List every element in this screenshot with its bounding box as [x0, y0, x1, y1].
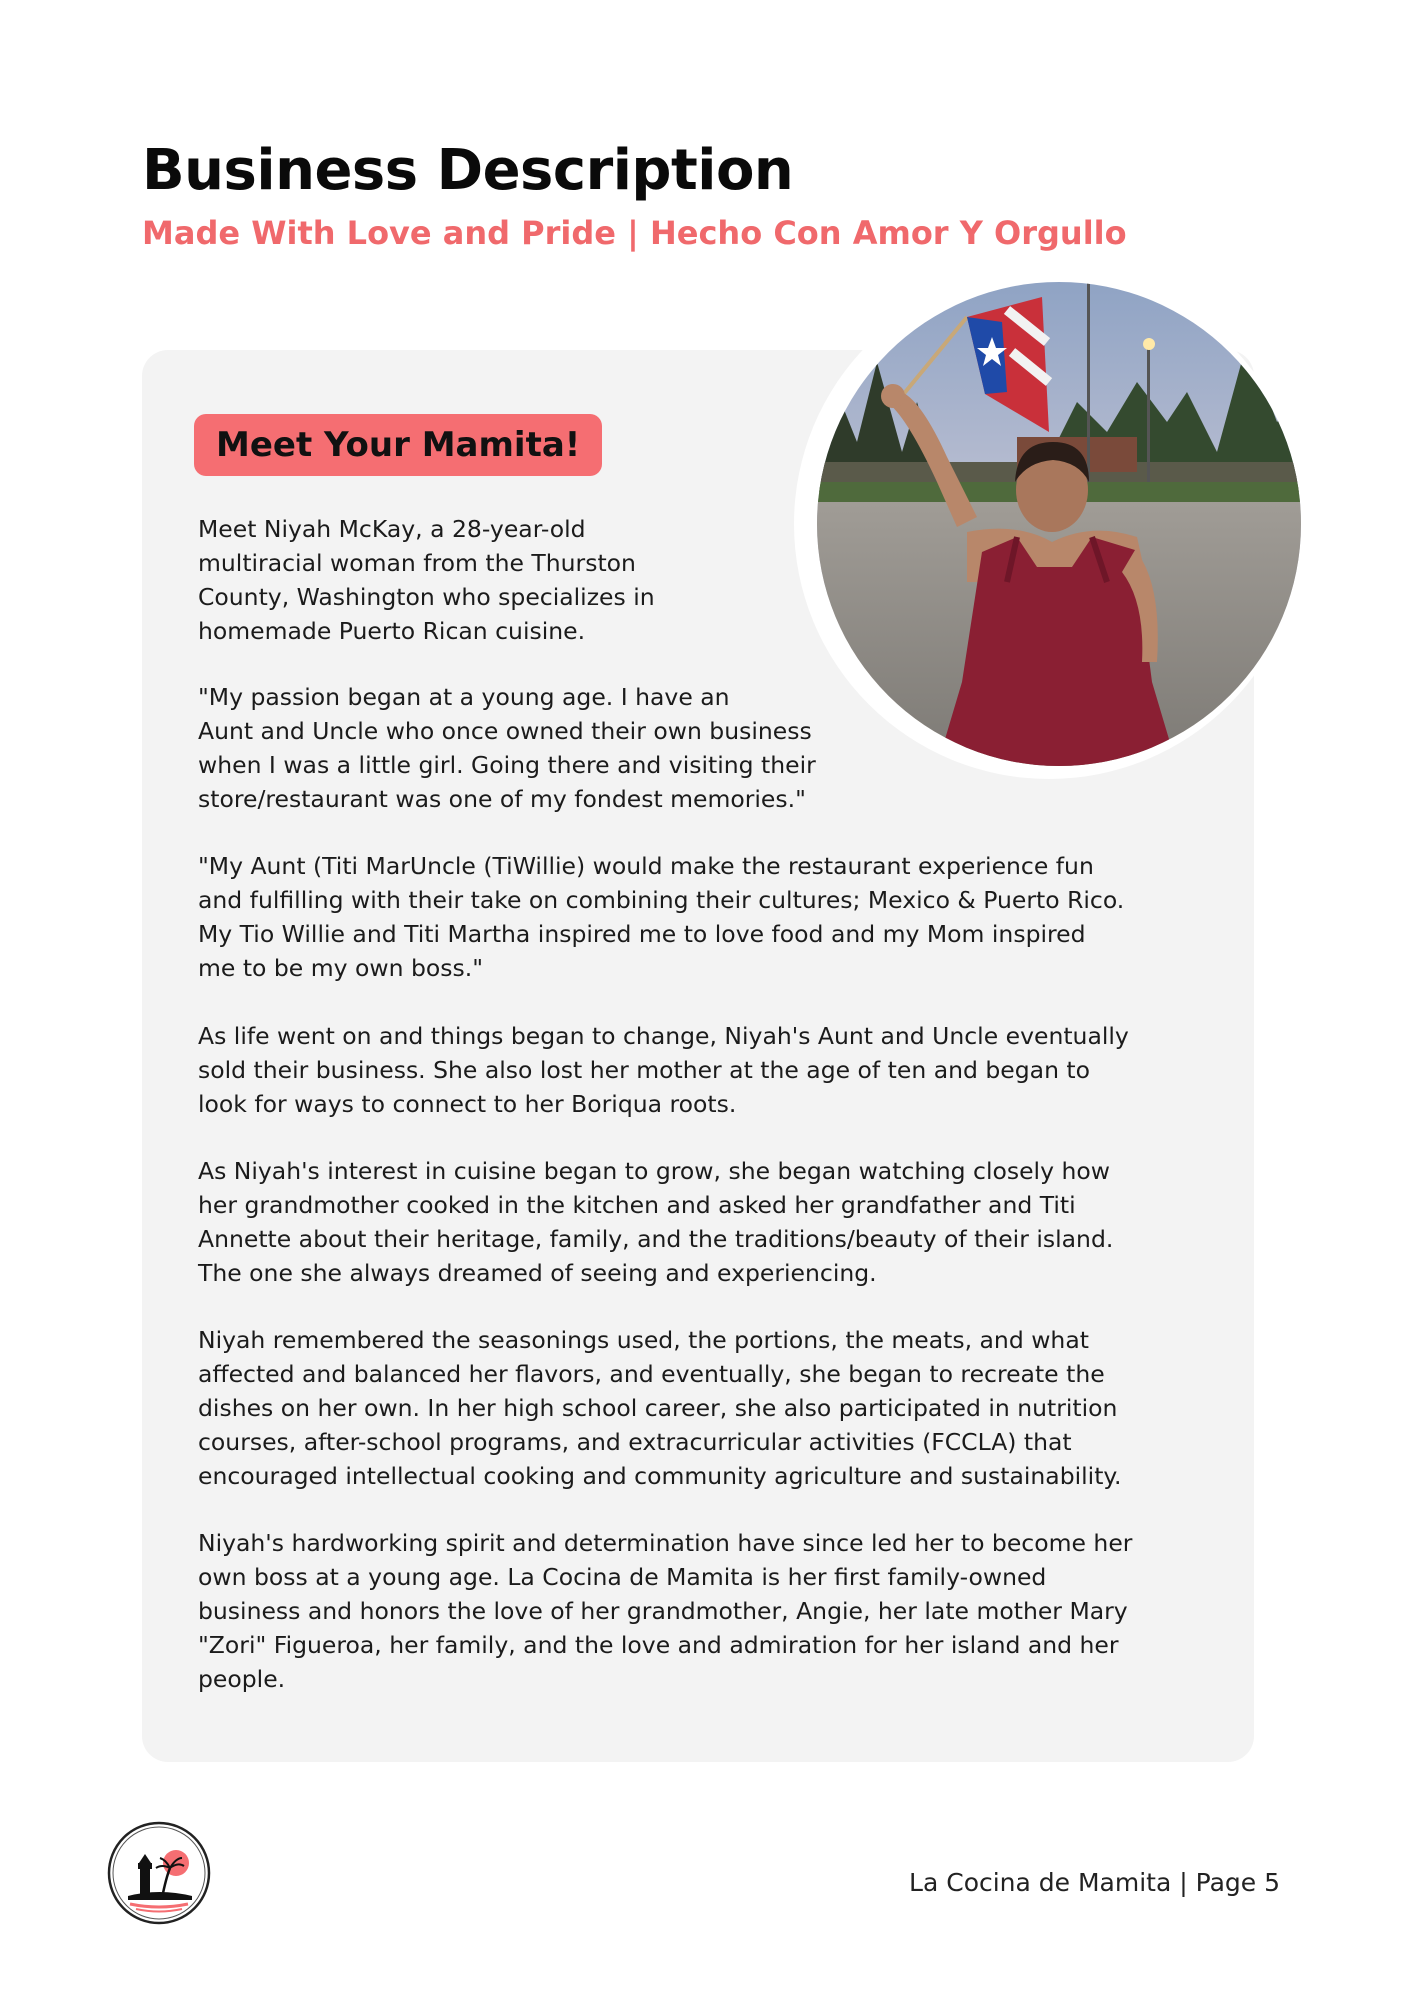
portrait-image [817, 282, 1301, 766]
page-footer: La Cocina de Mamita | Page 5 [909, 1868, 1280, 1897]
paragraph-interest: As Niyah's interest in cuisine began to grow, she began watching closely how her grandmother cooked in the kitchen and asked her grandfather and Titi Annette about their heritage, family, and the traditions/beauty of their island. The one she always dreamed of seeing and experiencing. [198, 1157, 1114, 1287]
paragraph-intro: Meet Niyah McKay, a 28-year-old multiracial woman from the Thurston County, Washington who specializes in homemade Puerto Rican cuisine. [198, 515, 655, 645]
paragraph-passion: "My passion began at a young age. I have an Aunt and Uncle who once owned their own business when I was a little girl. Going there and visiting their store/restaurant was one of my fondest memories." [198, 683, 816, 813]
page-subtitle: Made With Love and Pride | Hecho Con Amor Y Orgullo [142, 214, 1127, 252]
section-badge: Meet Your Mamita! [194, 414, 602, 476]
paragraph-aunt-uncle: "My Aunt (Titi MarUncle (TiWillie) would make the restaurant experience fun and fulfilling with their take on combining their cultures; Mexico & Puerto Rico. My Tio Willie and Titi Martha inspired me to love food and my Mom inspired me to be my own boss." [198, 852, 1125, 982]
brand-logo [104, 1818, 214, 1928]
page-title: Business Description [142, 138, 794, 203]
lighthouse-logo-icon [104, 1818, 214, 1928]
paragraph-seasonings: Niyah remembered the seasonings used, the portions, the meats, and what affected and balanced her flavors, and eventually, she began to recreate the dishes on her own. In her high school career, she also participated in nutrition courses, after-school programs, and extracurricular activities (FCCLA) that encouraged intellectual cooking and community agriculture and sustainability. [198, 1326, 1122, 1490]
paragraph-hardworking: Niyah's hardworking spirit and determination have since led her to become her own boss at a young age. La Cocina de Mamita is her first family-owned business and honors the love of her grandmother, Angie, her late mother Mary "Zori" Figueroa, her family, and the love and admiration for her island and her people. [198, 1529, 1133, 1693]
portrait-photo [817, 282, 1301, 766]
paragraph-life-changes: As life went on and things began to change, Niyah's Aunt and Uncle eventually sold their business. She also lost her mother at the age of ten and began to look for ways to connect to her Boriqua roots. [198, 1022, 1129, 1118]
